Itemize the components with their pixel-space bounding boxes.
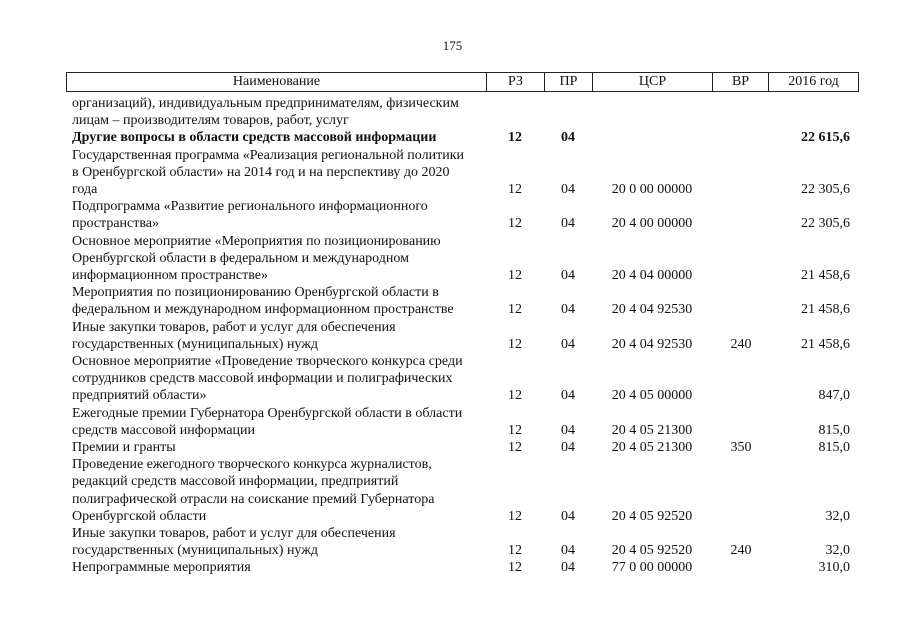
- column-header-csr: ЦСР: [593, 73, 713, 91]
- cell-rz: 12: [508, 302, 522, 318]
- cell-name: Подпрограмма «Развитие регионального информационного пространства»: [72, 199, 428, 232]
- cell-csr: 20 4 05 21300: [611, 440, 693, 456]
- table-row: [66, 456, 859, 525]
- cell-vr: 240: [730, 543, 752, 559]
- cell-rz: 12: [508, 543, 522, 559]
- table-body: [66, 95, 859, 577]
- table-row: [66, 95, 859, 129]
- cell-name: Иные закупки товаров, работ и услуг для обеспечения государственных (муниципальных) нужд: [72, 319, 396, 352]
- table-row: [66, 525, 859, 559]
- cell-name: Непрограммные мероприятия: [72, 560, 251, 576]
- cell-amount: 22 615,6: [801, 130, 850, 146]
- cell-name: Государственная программа «Реализация региональной политики в Оренбургской области» на 2014 год и на перспективу до 2020 года: [72, 147, 464, 198]
- cell-amount: 815,0: [818, 440, 850, 456]
- cell-name: Премии и гранты: [72, 440, 176, 456]
- cell-rz: 12: [508, 336, 522, 352]
- table-row: [66, 353, 859, 405]
- cell-name: Проведение ежегодного творческого конкурса журналистов, редакций средств массовой информации, предприятий полиграфической отрасли на соискание премий Губернатора Оренбургской области: [72, 457, 435, 524]
- cell-rz: 12: [508, 130, 522, 146]
- cell-name: организаций), индивидуальным предпринимателям, физическим лицам – производителям товаров, работ, услуг: [72, 96, 459, 129]
- cell-rz: 12: [508, 182, 522, 198]
- cell-amount: 32,0: [825, 543, 850, 559]
- column-header-vr: ВР: [713, 73, 769, 91]
- cell-amount: 22 305,6: [801, 216, 850, 232]
- cell-csr: 77 0 00 00000: [611, 560, 693, 576]
- table-row: [66, 559, 859, 576]
- cell-vr: 240: [730, 336, 752, 352]
- cell-amount: 21 458,6: [801, 302, 850, 318]
- cell-name: Основное мероприятие «Проведение творческого конкурса среди сотрудников средств массовой информации и полиграфических предприятий области»: [72, 354, 463, 404]
- cell-csr: 20 4 04 00000: [611, 268, 693, 284]
- column-header-pr: ПР: [545, 73, 593, 91]
- table-header: [66, 72, 859, 92]
- table-row: [66, 284, 859, 318]
- table-row: [66, 129, 859, 146]
- cell-rz: 12: [508, 216, 522, 232]
- cell-pr: 04: [561, 182, 575, 198]
- cell-pr: 04: [561, 268, 575, 284]
- cell-name: Основное мероприятие «Мероприятия по позиционированию Оренбургской области в федеральном и международном информационном пространстве»: [72, 233, 441, 284]
- cell-amount: 815,0: [818, 422, 850, 438]
- table-row: [66, 405, 859, 439]
- cell-pr: 04: [561, 508, 575, 524]
- page-number: 175: [442, 38, 463, 53]
- cell-rz: 12: [508, 422, 522, 438]
- cell-pr: 04: [561, 388, 575, 404]
- cell-rz: 12: [508, 508, 522, 524]
- cell-rz: 12: [508, 388, 522, 404]
- cell-pr: 04: [561, 302, 575, 318]
- cell-rz: 12: [508, 560, 522, 576]
- cell-name: Иные закупки товаров, работ и услуг для обеспечения государственных (муниципальных) нужд: [72, 526, 396, 559]
- cell-amount: 847,0: [818, 388, 850, 404]
- cell-rz: 12: [508, 440, 522, 456]
- cell-pr: 04: [561, 130, 575, 146]
- cell-amount: 310,0: [818, 560, 850, 576]
- table-row: [66, 439, 859, 456]
- cell-pr: 04: [561, 336, 575, 352]
- cell-csr: 20 4 05 92520: [611, 543, 693, 559]
- cell-name: Ежегодные премии Губернатора Оренбургской области в области средств массовой информации: [72, 405, 463, 438]
- cell-vr: 350: [730, 440, 752, 456]
- cell-pr: 04: [561, 440, 575, 456]
- table-row: [66, 233, 859, 285]
- cell-name: Другие вопросы в области средств массовой информации: [72, 130, 437, 146]
- cell-rz: 12: [508, 268, 522, 284]
- cell-name: Мероприятия по позиционированию Оренбургской области в федеральном и международном информационном пространстве: [72, 285, 454, 318]
- cell-amount: 22 305,6: [801, 182, 850, 198]
- cell-amount: 32,0: [825, 508, 850, 524]
- cell-pr: 04: [561, 422, 575, 438]
- cell-amount: 21 458,6: [801, 268, 850, 284]
- table-row: [66, 198, 859, 232]
- cell-pr: 04: [561, 543, 575, 559]
- cell-csr: 20 4 04 92530: [611, 302, 693, 318]
- cell-csr: 20 4 04 92530: [611, 336, 693, 352]
- table-row: [66, 147, 859, 199]
- cell-amount: 21 458,6: [801, 336, 850, 352]
- column-header-name: Наименование: [67, 73, 487, 91]
- column-header-year: 2016 год: [788, 74, 839, 89]
- cell-csr: 20 0 00 00000: [611, 182, 693, 198]
- cell-pr: 04: [561, 216, 575, 232]
- column-header-rz: РЗ: [487, 73, 545, 91]
- cell-pr: 04: [561, 560, 575, 576]
- cell-csr: 20 4 05 00000: [611, 388, 693, 404]
- cell-csr: 20 4 05 21300: [611, 422, 693, 438]
- cell-csr: 20 4 00 00000: [611, 216, 693, 232]
- table-row: [66, 319, 859, 353]
- cell-csr: 20 4 05 92520: [611, 508, 693, 524]
